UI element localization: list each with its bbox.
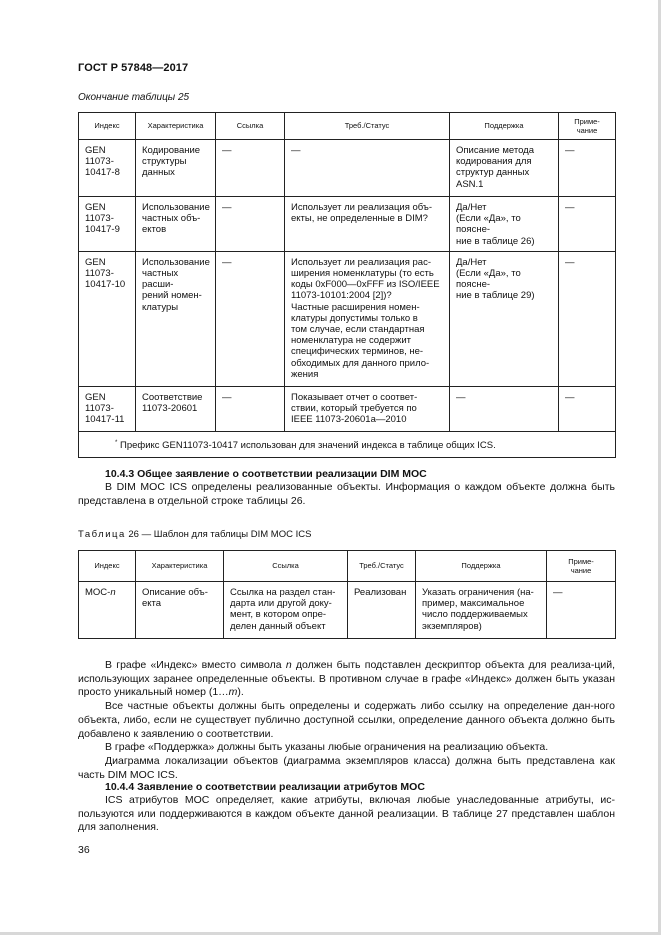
col-header-support: Поддержка — [416, 551, 547, 582]
index-variable: n — [110, 587, 116, 598]
cell-support: — — [450, 386, 559, 431]
paragraph: В DIM МОС ICS определены реализованные объекты. Информация о каждом объекте должна быть представлена в отдельной строке таблицы 26. — [78, 481, 615, 507]
paragraph: В графе «Поддержка» должны быть указаны любые ограничения на реализацию объекта. — [105, 741, 549, 754]
cell-support: Да/Нет (Если «Да», то поясне- ние в таблице 29) — [450, 251, 559, 386]
page-number: 36 — [78, 844, 90, 856]
paragraph: ICS атрибутов МОС определяет, какие атрибуты, включая любые унаследованные атрибуты, ис-пользуются или поддерживаются в каждом объекте данной реализации. В таблице 27 представлен шаблон для заполнения. — [78, 794, 615, 834]
cell-reference: — — [216, 386, 285, 431]
col-header-note: Приме- чание — [547, 551, 616, 582]
col-header-reference: Ссылка — [224, 551, 348, 582]
cell-characteristic: Кодирование структуры данных — [136, 140, 216, 197]
cell-index: GEN 11073- 10417-9 — [79, 197, 136, 252]
table-row — [79, 197, 616, 252]
cell-characteristic: Соответствие 11073-20601 — [136, 386, 216, 431]
table-row — [79, 251, 616, 386]
table-26-caption — [78, 529, 311, 540]
table-row — [79, 386, 616, 431]
col-header-characteristic: Характеристика — [136, 551, 224, 582]
text-run: ). — [237, 686, 244, 699]
cell-note: — — [559, 197, 616, 252]
section-10-4-4-heading: 10.4.4 Заявление о соответствии реализации атрибутов МОС — [105, 781, 425, 793]
section-10-4-3-heading: 10.4.3 Общее заявление о соответствии реализации DIM МОС — [105, 468, 427, 480]
cell-support: Указать ограничения (на- пример, максимальное число поддерживаемых экземпляров) — [416, 582, 547, 639]
text-run-italic: m — [228, 686, 238, 699]
table-header-row — [79, 113, 616, 140]
cell-reference: — — [216, 197, 285, 252]
cell-characteristic: Использование частных объ- ектов — [136, 197, 216, 252]
text-run-italic: n — [285, 659, 292, 671]
cell-index — [79, 582, 136, 639]
col-header-status: Треб./Статус — [285, 113, 450, 140]
col-header-characteristic: Характеристика — [136, 113, 216, 140]
footnote-mark: * — [115, 439, 118, 446]
cell-reference: — — [216, 140, 285, 197]
paragraph: Диаграмма локализации объектов (диаграмма экземпляров класса) должна быть представлена как часть DIM МОС ICS. — [78, 754, 615, 781]
cell-status: Реализован — [348, 582, 416, 639]
table-row — [79, 140, 616, 197]
cell-index: GEN 11073- 10417-10 — [79, 251, 136, 386]
table-row — [79, 582, 616, 639]
footnote-text: Префикс GEN11073-10417 использован для значений индекса в таблице общих ICS. — [119, 439, 496, 451]
cell-reference: — — [216, 251, 285, 386]
cell-status: Показывает отчет о соответ- ствии, который требуется по IEEE 11073-20601a—2010 — [285, 386, 450, 431]
paragraph: Все частные объекты должны быть определены и содержать либо ссылку на определение дан-ного объекта, либо, если не существует публично доступной ссылки, определение данного объекта должно быть добавлено к заявлению о соответствии. — [78, 700, 615, 740]
cell-status: Использует ли реализация объ- екты, не определенные в DIM? — [285, 197, 450, 252]
col-header-status: Треб./Статус — [348, 551, 416, 582]
table-26-caption-label: Таблица — [78, 529, 126, 540]
cell-reference: Ссылка на раздел стан- дарта или другой доку- мент, в котором опре- делен данный объект — [224, 582, 348, 639]
section-10-4-3-text — [78, 481, 615, 508]
index-prefix: МОС- — [85, 587, 111, 598]
document-header: ГОСТ Р 57848—2017 — [78, 62, 189, 74]
cell-note: — — [547, 582, 616, 639]
table-footnote-row — [79, 431, 616, 457]
cell-characteristic: Использование частных расши- рений номен- клатуры — [136, 251, 216, 386]
body-paragraphs — [78, 659, 615, 782]
table-footnote — [79, 431, 616, 457]
table-25-caption: Окончание таблицы 25 — [78, 92, 190, 103]
cell-status: Использует ли реализация рас- ширения номенклатуры (то есть коды 0xF000—0xFFF из ISO/IEEE 11073-10101:2004 [2])? Частные расширения номен- клатуры допустимы только в том случае, если стандартная номенклатура не содержит специфических терминов, не- обходимых для данного прило- жения — [285, 251, 450, 386]
cell-support: Описание метода кодирования для структур данных ASN.1 — [450, 140, 559, 197]
cell-note: — — [559, 386, 616, 431]
text-run: В графе «Индекс» вместо символа — [105, 659, 286, 671]
col-header-index: Индекс — [79, 551, 136, 582]
col-header-reference: Ссылка — [216, 113, 285, 140]
table-26 — [78, 550, 616, 639]
paragraph — [78, 659, 615, 700]
cell-characteristic: Описание объ- екта — [136, 582, 224, 639]
cell-status: — — [285, 140, 450, 197]
section-10-4-4-text — [78, 794, 615, 835]
col-header-support: Поддержка — [450, 113, 559, 140]
col-header-note: Приме- чание — [559, 113, 616, 140]
cell-index: GEN 11073- 10417-8 — [79, 140, 136, 197]
table-header-row — [79, 551, 616, 582]
table-26-caption-text: 26 — Шаблон для таблицы DIM МОС ICS — [125, 529, 312, 540]
cell-support: Да/Нет (Если «Да», то поясне- ние в таблице 26) — [450, 197, 559, 252]
col-header-index: Индекс — [79, 113, 136, 140]
cell-note: — — [559, 140, 616, 197]
text-run: должен быть подставлен дескриптор объекта для реализа-ций, использующих заранее определенные объекты. В противном случае в графе «Индекс» должен быть указан просто уникальный номер (1… — [78, 659, 616, 699]
table-25 — [78, 112, 616, 458]
cell-note: — — [559, 251, 616, 386]
cell-index: GEN 11073- 10417-11 — [79, 386, 136, 431]
